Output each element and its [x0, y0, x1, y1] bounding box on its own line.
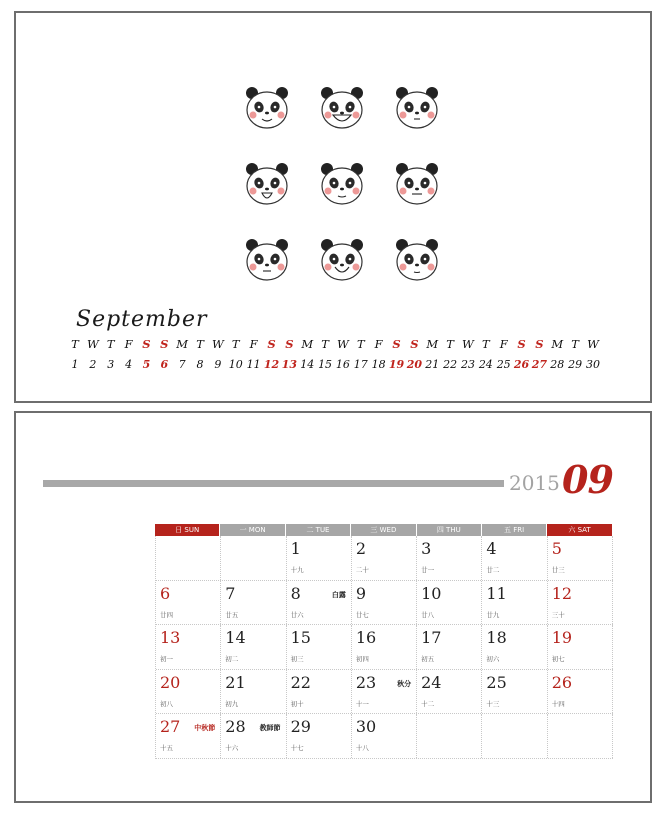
date-number: 24: [478, 358, 493, 371]
day-number: 2: [355, 539, 367, 558]
lunar-date: 廿八: [421, 610, 435, 619]
lunar-date: 三十: [551, 610, 565, 619]
weekday-letter: W: [337, 337, 349, 351]
festival-label: 教師節: [259, 724, 281, 732]
weekday-letter: T: [446, 337, 454, 351]
lunar-date: 十二: [421, 699, 435, 708]
day-number: 9: [355, 583, 367, 603]
weekday-letter: M: [426, 337, 439, 351]
weekday-letter: S: [160, 337, 169, 351]
weekday-letter: S: [392, 337, 401, 351]
date-number-strip: [71, 358, 600, 378]
weekday-header: 六 SAT: [547, 524, 612, 536]
weekday-letter: S: [142, 337, 151, 351]
panda-face-icon: [313, 83, 371, 133]
panda-face-icon: [238, 83, 296, 133]
lunar-date: 十六: [225, 744, 239, 752]
day-number: 16: [355, 628, 377, 647]
weekday-letter: T: [571, 337, 579, 351]
day-number: 17: [421, 628, 442, 647]
weekday-header: 三 WED: [351, 524, 416, 536]
weekday-letter: M: [551, 337, 564, 351]
day-number: 4: [486, 539, 497, 558]
weekday-letter: T: [356, 337, 365, 351]
lunar-date: 初三: [290, 655, 304, 663]
date-number: 29: [568, 358, 583, 371]
empty-day-cell: [482, 714, 547, 758]
weekday-letter: M: [176, 337, 189, 351]
day-cell: [417, 625, 482, 669]
weekday-letter: S: [517, 337, 526, 351]
day-number: 1: [290, 539, 301, 558]
festival-label: 秋分: [397, 679, 412, 688]
empty-day-cell: [417, 714, 482, 758]
day-number: 15: [290, 628, 311, 647]
date-number: 8: [196, 358, 204, 371]
panda-face-icon: [388, 235, 446, 285]
year-label: 2015: [509, 471, 560, 495]
weekday-letter: T: [196, 337, 204, 351]
date-number: 4: [125, 358, 133, 371]
date-number: 19: [388, 358, 405, 371]
weekday-header: 五 FRI: [482, 524, 547, 536]
lunar-date: 廿二: [486, 566, 500, 574]
date-number: 26: [513, 358, 530, 371]
date-number: 10: [228, 358, 243, 371]
panda-face-icon: [313, 235, 371, 285]
week-row: [156, 670, 613, 715]
day-number: 14: [225, 628, 246, 647]
month-grid-body: [155, 536, 613, 759]
weekday-letter: W: [462, 337, 474, 351]
lunar-date: 初四: [355, 655, 369, 663]
weekday-letter: F: [499, 337, 508, 351]
lunar-date: 十三: [486, 699, 500, 708]
weekday-header: 日 SUN: [155, 524, 220, 536]
week-row: [156, 581, 613, 626]
weekday-letter: T: [321, 337, 329, 351]
empty-day-cell: [548, 714, 613, 758]
weekday-letter: W: [211, 337, 224, 351]
calendar-page-bottom: [14, 411, 652, 803]
day-number: 26: [551, 672, 573, 692]
day-cell: [417, 581, 482, 625]
panda-face-icon: [238, 159, 296, 209]
day-cell: [482, 536, 547, 580]
weekday-letter: M: [301, 337, 314, 351]
day-number: 29: [290, 717, 311, 736]
day-cell: [352, 714, 417, 758]
day-number: 8: [290, 583, 301, 603]
day-number: 12: [551, 583, 573, 603]
lunar-date: 初八: [160, 699, 173, 708]
date-number: 9: [214, 358, 222, 371]
date-number: 15: [318, 358, 333, 371]
weekday-letter: F: [124, 337, 133, 351]
weekday-letter: S: [535, 337, 544, 351]
date-number: 7: [178, 358, 186, 371]
lunar-date: 初七: [551, 655, 565, 663]
panda-face-icon: [313, 159, 371, 209]
day-number: 30: [355, 717, 377, 736]
week-row: [156, 714, 613, 759]
day-cell: [156, 625, 221, 669]
festival-label: 中秋節: [194, 724, 216, 732]
date-number: 23: [460, 358, 475, 371]
weekday-header: 一 MON: [220, 524, 285, 536]
weekday-header-row: [155, 524, 613, 536]
weekday-letter: T: [71, 337, 79, 351]
month-grid: [155, 524, 613, 759]
day-number: 21: [225, 672, 246, 692]
day-number: 23: [355, 672, 377, 692]
panda-illustration: [238, 83, 448, 291]
day-number: 20: [160, 672, 181, 692]
empty-day-cell: [221, 536, 286, 580]
date-number: 2: [89, 358, 97, 371]
day-cell: [287, 714, 352, 758]
day-cell: [482, 670, 547, 714]
day-cell: [417, 670, 482, 714]
day-number: 7: [225, 583, 236, 603]
lunar-date: 廿九: [486, 610, 500, 619]
day-number: 19: [551, 628, 573, 647]
date-number: 18: [371, 358, 386, 371]
lunar-date: 二十: [355, 566, 369, 574]
weekday-letter: F: [249, 337, 258, 351]
date-number: 3: [107, 358, 115, 371]
lunar-date: 廿七: [355, 610, 369, 619]
day-cell: [287, 625, 352, 669]
weekday-header: 四 THU: [417, 524, 482, 536]
day-cell: [482, 581, 547, 625]
date-number: 25: [496, 358, 511, 371]
lunar-date: 十四: [551, 699, 565, 708]
empty-day-cell: [156, 536, 221, 580]
lunar-date: 十七: [290, 744, 304, 752]
date-number: 30: [586, 358, 600, 371]
day-number: 24: [421, 672, 442, 692]
weekday-letter: F: [374, 337, 383, 351]
day-cell: [287, 670, 352, 714]
day-number: 5: [551, 539, 562, 558]
day-number: 22: [290, 672, 311, 692]
date-number: 28: [550, 358, 565, 371]
month-number: 09: [562, 457, 613, 502]
weekday-letter: T: [481, 337, 490, 351]
day-cell: [156, 714, 221, 758]
date-number: 22: [443, 358, 458, 371]
lunar-date: 初十: [290, 699, 304, 708]
day-cell: [417, 536, 482, 580]
day-cell: [221, 581, 286, 625]
lunar-date: 十五: [160, 744, 173, 752]
lunar-date: 十一: [355, 699, 369, 708]
day-number: 13: [160, 628, 181, 647]
panda-face-icon: [238, 235, 296, 285]
calendar-page-top: [14, 11, 652, 403]
date-number: 17: [353, 358, 368, 371]
date-number: 21: [425, 358, 440, 371]
lunar-date: 初一: [160, 655, 173, 663]
lunar-date: 廿一: [421, 566, 435, 574]
month-title: September: [76, 307, 208, 332]
day-cell: [221, 670, 286, 714]
week-row: [156, 536, 613, 581]
lunar-date: 初九: [225, 699, 239, 708]
day-cell: [156, 581, 221, 625]
weekday-letter: S: [410, 337, 419, 351]
lunar-date: 十八: [355, 744, 369, 752]
weekday-header: 二 TUE: [286, 524, 351, 536]
day-cell: [221, 714, 286, 758]
day-cell: [287, 536, 352, 580]
day-cell: [548, 536, 613, 580]
weekday-letter: T: [106, 337, 115, 351]
week-row: [156, 625, 613, 670]
date-number: 20: [406, 358, 423, 371]
date-number: 27: [531, 358, 548, 371]
date-number: 11: [246, 358, 261, 371]
day-cell: [352, 536, 417, 580]
day-cell: [482, 625, 547, 669]
day-number: 10: [421, 583, 442, 603]
lunar-date: 初五: [421, 655, 435, 663]
date-number: 13: [281, 358, 297, 371]
lunar-date: 初六: [486, 655, 500, 663]
day-number: 3: [421, 539, 432, 558]
header-rule-bar: [43, 480, 504, 487]
day-cell: [548, 625, 613, 669]
weekday-letter: W: [86, 337, 99, 351]
weekday-letter: W: [587, 337, 599, 351]
day-number: 6: [160, 583, 171, 603]
lunar-date: 廿五: [225, 610, 239, 619]
day-cell: [156, 670, 221, 714]
panda-face-icon: [388, 159, 446, 209]
date-number: 6: [160, 358, 169, 371]
day-cell: [221, 625, 286, 669]
day-number: 27: [160, 717, 181, 736]
day-number: 18: [486, 628, 507, 647]
weekday-letter: S: [267, 337, 276, 351]
day-cell: [352, 581, 417, 625]
date-number: 5: [142, 358, 151, 371]
weekday-letter: T: [231, 337, 240, 351]
day-cell: [548, 670, 613, 714]
day-cell: [352, 625, 417, 669]
day-number: 25: [486, 672, 507, 692]
date-number: 14: [300, 358, 315, 371]
date-number: 12: [263, 358, 280, 371]
day-number: 11: [486, 583, 507, 603]
date-number: 1: [71, 358, 79, 371]
weekday-letter-strip: [71, 337, 599, 357]
festival-label: 白露: [331, 590, 346, 599]
lunar-date: 初二: [225, 655, 239, 663]
lunar-date: 廿四: [160, 610, 173, 619]
day-cell: [287, 581, 352, 625]
lunar-date: 廿六: [290, 610, 304, 619]
day-cell: [352, 670, 417, 714]
weekday-letter: S: [285, 337, 294, 351]
panda-face-icon: [388, 83, 446, 133]
lunar-date: 十九: [290, 566, 304, 574]
day-cell: [548, 581, 613, 625]
date-number: 16: [335, 358, 350, 371]
lunar-date: 廿三: [551, 566, 565, 574]
day-number: 28: [225, 717, 246, 736]
